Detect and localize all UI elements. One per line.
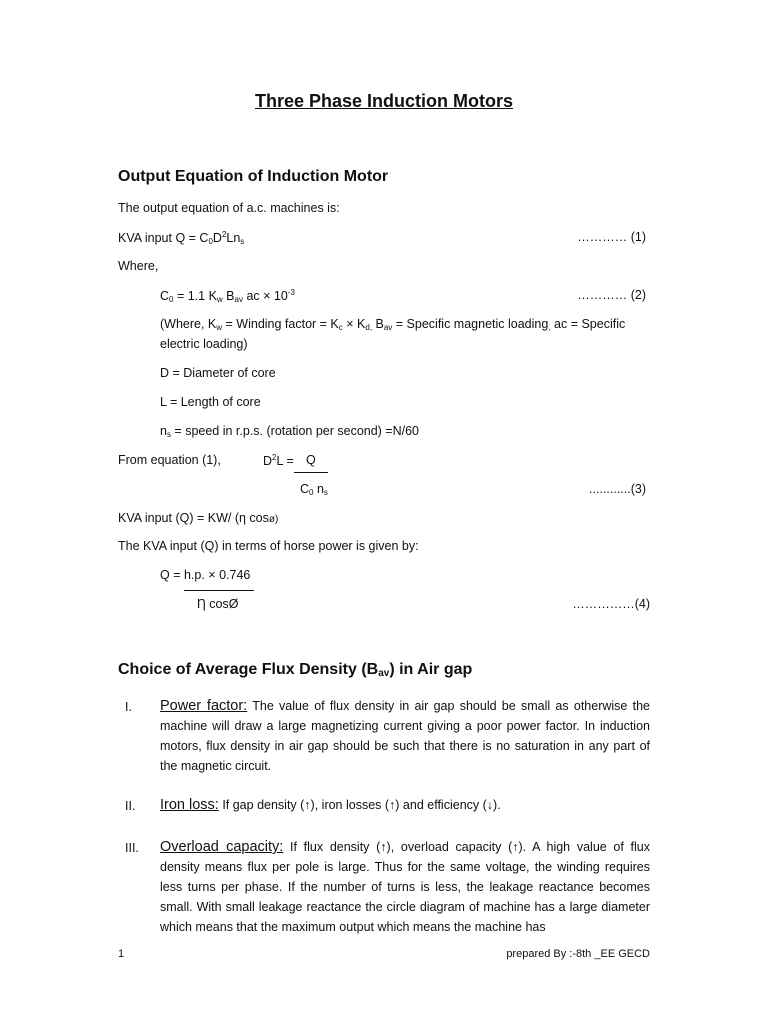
definition-l: L = Length of core <box>160 395 261 409</box>
list-item-heading: Overload capacity: <box>160 839 284 855</box>
definition-ns: $n_s$ = speed in r.p.s. (rotation per second) =N/60 <box>160 424 420 439</box>
equation-1: KVA input $Q = C_0D^2Ln_s$ <box>118 230 245 246</box>
where-definitions-line2: electric loading) <box>160 337 248 351</box>
horse-power-intro: The KVA input (Q) in terms of horse power is given by: <box>118 539 419 553</box>
kva-kw-equation: KVA input (Q) = KW/ (η cosø) <box>118 511 279 525</box>
list-item-number: III. <box>125 841 139 855</box>
equation-3-lhs: $D^2L$ = <box>263 453 294 468</box>
prepared-by-footer: prepared By :-8th _EE GECD <box>506 948 650 960</box>
page-number: 1 <box>118 948 125 960</box>
list-item-heading: Power factor: <box>160 698 248 714</box>
equation-3-denominator: $C_0$ $n_s$ <box>300 482 328 497</box>
definition-d: D = Diameter of core <box>160 366 276 380</box>
equation-3-number: ............(3) <box>589 482 646 496</box>
list-item-heading: Iron loss: <box>160 797 219 813</box>
list-item-number: I. <box>125 700 132 714</box>
page-title: Three Phase Induction Motors <box>254 91 514 111</box>
equation-1-number: ………… (1) <box>577 230 646 244</box>
where-definitions-line1: (Where, $K_w$ = Winding factor = $K_c \times K_{d,}$ $B_{av}$ = Specific magnetic loading$_,$ ac = Specific <box>160 317 626 332</box>
equation-3-fraction-bar <box>294 472 328 473</box>
from-equation-label: From equation (1), <box>118 453 221 467</box>
where-label: Where, <box>118 259 159 273</box>
list-item-power-factor: Power factor: The value of flux density in air gap should be small as otherwise the machine will draw a large magnetizing current giving a poor power factor. In induction motors, flux density in air gap should be such that there is no saturation in any part of the magnetic circuit. <box>160 698 651 773</box>
equation-3-numerator: Q <box>306 453 316 467</box>
equation-4-number: ……………(4) <box>572 597 650 611</box>
equation-4-denominator: Ƞ cosØ <box>197 597 239 611</box>
equation-2: $C_0 = 1.1$ $K_w$ $B_{av}$ ac × $10^{-3}$ <box>160 288 295 304</box>
intro-text: The output equation of a.c. machines is: <box>118 201 340 215</box>
section-heading-output-equation: Output Equation of Induction Motor <box>118 168 389 185</box>
list-item-number: II. <box>125 799 136 813</box>
equation-4-fraction-bar <box>184 590 254 591</box>
equation-4-numerator: Q = h.p. × 0.746 <box>160 568 251 582</box>
equation-2-number: ………… (2) <box>577 288 646 302</box>
list-item-overload-capacity: Overload capacity: If flux density (↑), overload capacity (↑). A high value of flux density means flux per pole is large. Thus for the same voltage, the winding requires less turns per phase. If the number of turns is less, the leakage reactance becomes small. With small leakage reactance the circle diagram of machine has a large diameter which means that the maximum output which means the machine has <box>160 839 650 934</box>
list-item-iron-loss: Iron loss: If gap density (↑), iron losses (↑) and efficiency (↓). <box>160 797 501 813</box>
section-heading-flux-density: Choice of Average Flux Density $(B_{av})$ in Air gap <box>118 661 473 679</box>
